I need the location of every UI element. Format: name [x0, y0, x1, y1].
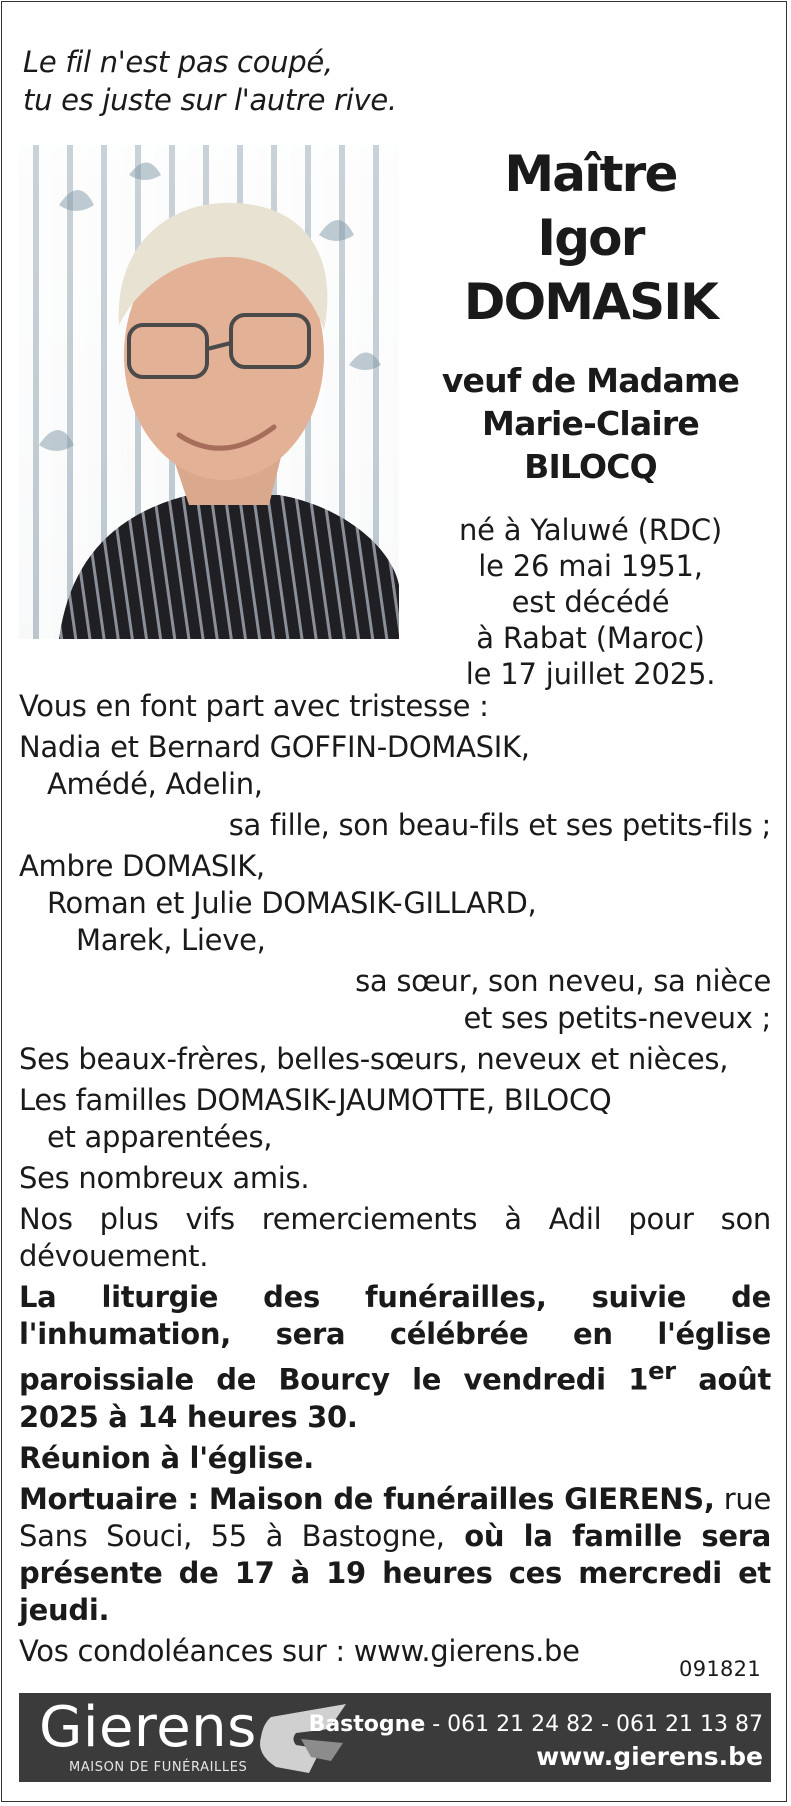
family-relation: et ses petits-neveux ;	[463, 1001, 771, 1035]
last-name: DOMASIK	[463, 273, 718, 331]
meeting-line: Réunion à l'église.	[19, 1440, 314, 1475]
family-line: Marek, Lieve,	[76, 923, 266, 957]
notice-frame	[1, 1, 787, 1802]
family-line: Roman et Julie DOMASIK-GILLARD,	[47, 886, 537, 920]
phone-numbers: - 061 21 24 82 - 061 21 13 87	[425, 1712, 763, 1737]
friends-line: Ses nombreux amis.	[19, 1161, 310, 1195]
mortuary-address: rue Sans Souci, 55 à Bastogne,	[19, 1481, 771, 1553]
mortuary-paragraph	[19, 1481, 771, 1629]
family-line: Ambre DOMASIK,	[19, 849, 265, 883]
reference-number: 091821	[679, 1657, 761, 1681]
birth-place: né à Yaluwé (RDC)	[458, 513, 723, 547]
honorific-title: Maître	[504, 145, 677, 203]
epigraph-line-1: Le fil n'est pas coupé,	[23, 45, 333, 79]
mortuary-visiting-hours: où la famille sera présente de 17 à 19 heures ces mercredi et jeudi.	[19, 1518, 771, 1627]
birth-date: le 26 mai 1951,	[478, 549, 703, 583]
widow-line-2: Marie-Claire BILOCQ	[482, 404, 699, 486]
intro-line: Vous en font part avec tristesse :	[19, 689, 489, 723]
portrait-illustration	[19, 145, 399, 639]
families-line: et apparentées,	[47, 1120, 273, 1154]
death-verb: est décédé	[511, 585, 670, 619]
announcement-body	[19, 688, 771, 1670]
deceased-header	[413, 142, 768, 692]
liturgy-paragraph	[19, 1279, 771, 1436]
brand-logo-text: Gierens	[39, 1695, 257, 1760]
inlaws-line: Ses beaux-frères, belles-sœurs, neveux et nièces,	[19, 1042, 729, 1076]
epigraph-line-2: tu es juste sur l'autre rive.	[23, 83, 397, 117]
family-line: Nadia et Bernard GOFFIN-DOMASIK,	[19, 730, 530, 764]
first-name: Igor	[537, 209, 644, 267]
families-group	[19, 1082, 771, 1156]
funeral-home-banner	[19, 1693, 771, 1782]
birth-death-details	[413, 512, 768, 692]
widow-of	[413, 359, 768, 488]
liturgy-text: La liturgie des funérailles, suivie de l'inhumation, sera célébrée en l'église paroissiale de Bourcy le vendredi 1	[19, 1280, 771, 1397]
widow-line-1: veuf de Madame	[441, 361, 740, 400]
death-place: à Rabat (Maroc)	[476, 621, 705, 655]
liturgy-ordinal: er	[648, 1357, 676, 1385]
brand-subtitle: MAISON DE FUNÉRAILLES	[69, 1760, 248, 1775]
city-name: Bastogne	[308, 1712, 426, 1737]
striped-shirt	[59, 495, 399, 639]
website-link[interactable]: www.gierens.be	[536, 1742, 763, 1771]
families-line: Les familles DOMASIK-JAUMOTTE, BILOCQ	[19, 1083, 612, 1117]
family-group-daughter	[19, 729, 771, 844]
condolences-line: Vos condoléances sur : www.gierens.be	[19, 1633, 580, 1668]
thanks-paragraph: Nos plus vifs remerciements à Adil pour son dévouement.	[19, 1202, 771, 1273]
liturgy-time: août 2025 à 14 heures 30.	[19, 1362, 772, 1434]
phone-line	[309, 1709, 763, 1741]
epigraph	[23, 43, 397, 119]
family-relation: sa sœur, son neveu, sa nièce	[355, 964, 771, 998]
mortuary-name: Mortuaire : Maison de funérailles GIERENS,	[19, 1481, 715, 1516]
death-date: le 17 juillet 2025.	[465, 657, 716, 691]
portrait-photo	[19, 145, 399, 639]
contact-block	[309, 1709, 763, 1773]
family-line: Amédé, Adelin,	[47, 767, 263, 801]
family-group-sister	[19, 848, 771, 1037]
family-relation: sa fille, son beau-fils et ses petits-fils ;	[228, 808, 771, 842]
